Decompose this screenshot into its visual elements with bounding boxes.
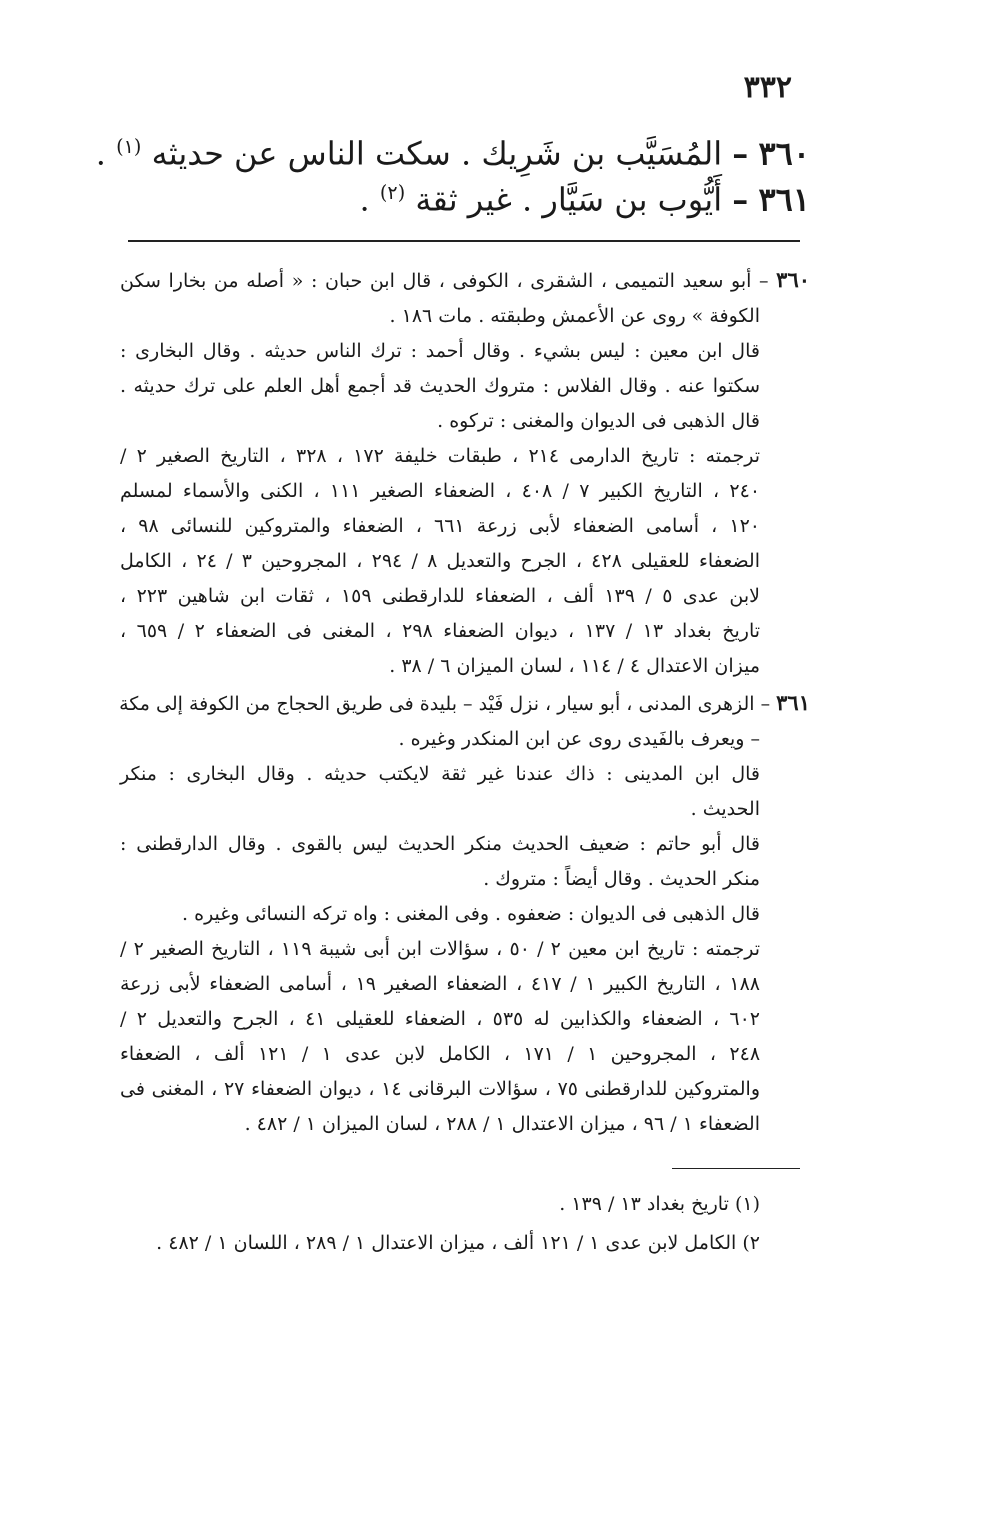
- note-line: ترجمته : تاريخ ابن معين ٢ / ٥٠ ، سؤالات ابن أبى شيبة ١١٩ ، التاريخ الصغير ٢ /: [120, 938, 760, 960]
- note-dash: –: [759, 270, 769, 292]
- note-line: [120, 685, 810, 722]
- note-line: ٢٤٠ ، التاريخ الكبير ٧ / ٤٠٨ ، الضعفاء الصغير ١١١ ، الكنى والأسماء لمسلم: [120, 480, 761, 502]
- footnote-1: [559, 1193, 760, 1215]
- separator-rule: [128, 240, 800, 242]
- note-line: منكر الحديث . وقال أيضاً : متروك .: [483, 868, 760, 890]
- main-entry-361: [170, 170, 810, 223]
- entry-end: .: [95, 134, 106, 173]
- entry-dash: –: [732, 134, 749, 173]
- note-line: قال ابن معين : ليس بشيء . وقال أحمد : ترك الناس حديثه . وقال البخارى :: [120, 340, 760, 362]
- footnote-mark: ٢): [742, 1232, 760, 1254]
- note-line: قال الذهبى فى الديوان والمغنى : تركوه .: [437, 410, 760, 432]
- note-line: سكتوا عنه . وقال الفلاس : متروك الحديث قد أجمع أهل العلم على ترك حديثه .: [120, 375, 760, 397]
- note-line: لابن عدى ٥ / ١٣٩ ألف ، الضعفاء للدارقطنى ١٥٩ ، ثقات ابن شاهين ٢٢٣ ،: [120, 585, 761, 607]
- note-line: ميزان الاعتدال ٤ / ١١٤ ، لسان الميزان ٦ / ٣٨ .: [389, 655, 760, 677]
- note-dash: –: [760, 693, 771, 715]
- note-number: ٣٦٠: [776, 267, 811, 292]
- note-text: الزهرى المدنى ، أبو سيار ، نزل فَيْد – بليدة فى طريق الحجاج من الكوفة إلى مكة: [119, 693, 755, 715]
- note-line: الكوفة » روى عن الأعمش وطبقته . مات ١٨٦ .: [389, 305, 760, 327]
- note-text: أبو سعيد التميمى ، الشقرى ، الكوفى ، قال ابن حبان : « أصله من بخارا سكن: [120, 270, 752, 292]
- note-361: [120, 685, 810, 1142]
- note-line: تاريخ بغداد ١٣ / ١٣٧ ، ديوان الضعفاء ٢٩٨ ، المغنى فى الضعفاء ٢ / ٦٥٩ ،: [120, 620, 761, 642]
- note-line: ٦٠٢ ، الضعفاء والكذابين له ٥٣٥ ، الضعفاء للعقيلى ٤١ ، الجرح والتعديل ٢ /: [120, 1008, 760, 1030]
- footnote-2: [156, 1232, 760, 1254]
- note-line: – ويعرف بالفَيدى روى عن ابن المنكدر وغيره .: [398, 728, 760, 750]
- note-360: [120, 262, 810, 684]
- note-number: ٣٦١: [776, 690, 810, 715]
- main-entry-360: [95, 124, 810, 177]
- note-line: [120, 262, 810, 299]
- footnote-marker: (٢): [379, 181, 406, 204]
- footnote-text: تاريخ بغداد ١٣ / ١٣٩ .: [559, 1193, 729, 1215]
- entry-text: المُسَيَّب بن شَرِيك . سكت الناس عن حديثه: [151, 134, 723, 173]
- entry-number: ٣٦١: [758, 180, 810, 219]
- note-line: ترجمته : تاريخ الدارمى ٢١٤ ، طبقات خليفة ١٧٢ ، ٣٢٨ ، التاريخ الصغير ٢ /: [120, 445, 760, 467]
- note-line: والمتروكين للدارقطنى ٧٥ ، سؤالات البرقانى ١٤ ، ديوان الضعفاء ٢٧ ، المغنى فى: [120, 1078, 760, 1100]
- note-line: ١٢٠ ، أسامى الضعفاء لأبى زرعة ٦٦١ ، الضعفاء والمتروكين للنسائى ٩٨ ،: [120, 515, 761, 537]
- page-number: ٣٣٢: [743, 70, 792, 105]
- note-line: قال ابن المدينى : ذاك عندنا غير ثقة لايكتب حديثه . وقال البخارى : منكر: [120, 763, 760, 785]
- entry-end: .: [359, 180, 370, 219]
- footnote-marker: (١): [116, 135, 142, 158]
- entry-number: ٣٦٠: [758, 134, 810, 173]
- note-line: الضعفاء ١ / ٩٦ ، ميزان الاعتدال ١ / ٢٨٨ ، لسان الميزان ١ / ٤٨٢ .: [244, 1113, 760, 1135]
- note-line: ١٨٨ ، التاريخ الكبير ١ / ٤١٧ ، الضعفاء الصغير ١٩ ، أسامى الضعفاء لأبى زرعة: [120, 973, 761, 995]
- note-line: قال أبو حاتم : ضعيف الحديث منكر الحديث ليس بالقوى . وقال الدارقطنى :: [120, 833, 760, 855]
- footnote-rule: [672, 1168, 800, 1169]
- note-line: قال الذهبى فى الديوان : ضعفوه . وفى المغنى : واه تركه النسائى وغيره .: [182, 903, 760, 925]
- footnote-mark: (١): [734, 1193, 760, 1215]
- entry-dash: –: [732, 180, 749, 219]
- note-line: الضعفاء للعقيلى ٤٢٨ ، الجرح والتعديل ٨ / ٢٩٤ ، المجروحين ٣ / ٢٤ ، الكامل: [120, 550, 760, 572]
- entry-text: أَيُّوب بن سَيَّار . غير ثقة: [415, 180, 723, 219]
- note-line: الحديث .: [690, 798, 760, 820]
- note-line: ٢٤٨ ، المجروحين ١ / ١٧١ ، الكامل لابن عدى ١ / ١٢١ ألف ، الضعفاء: [120, 1043, 761, 1065]
- footnote-text: الكامل لابن عدى ١ / ١٢١ ألف ، ميزان الاعتدال ١ / ٢٨٩ ، اللسان ١ / ٤٨٢ .: [156, 1232, 737, 1254]
